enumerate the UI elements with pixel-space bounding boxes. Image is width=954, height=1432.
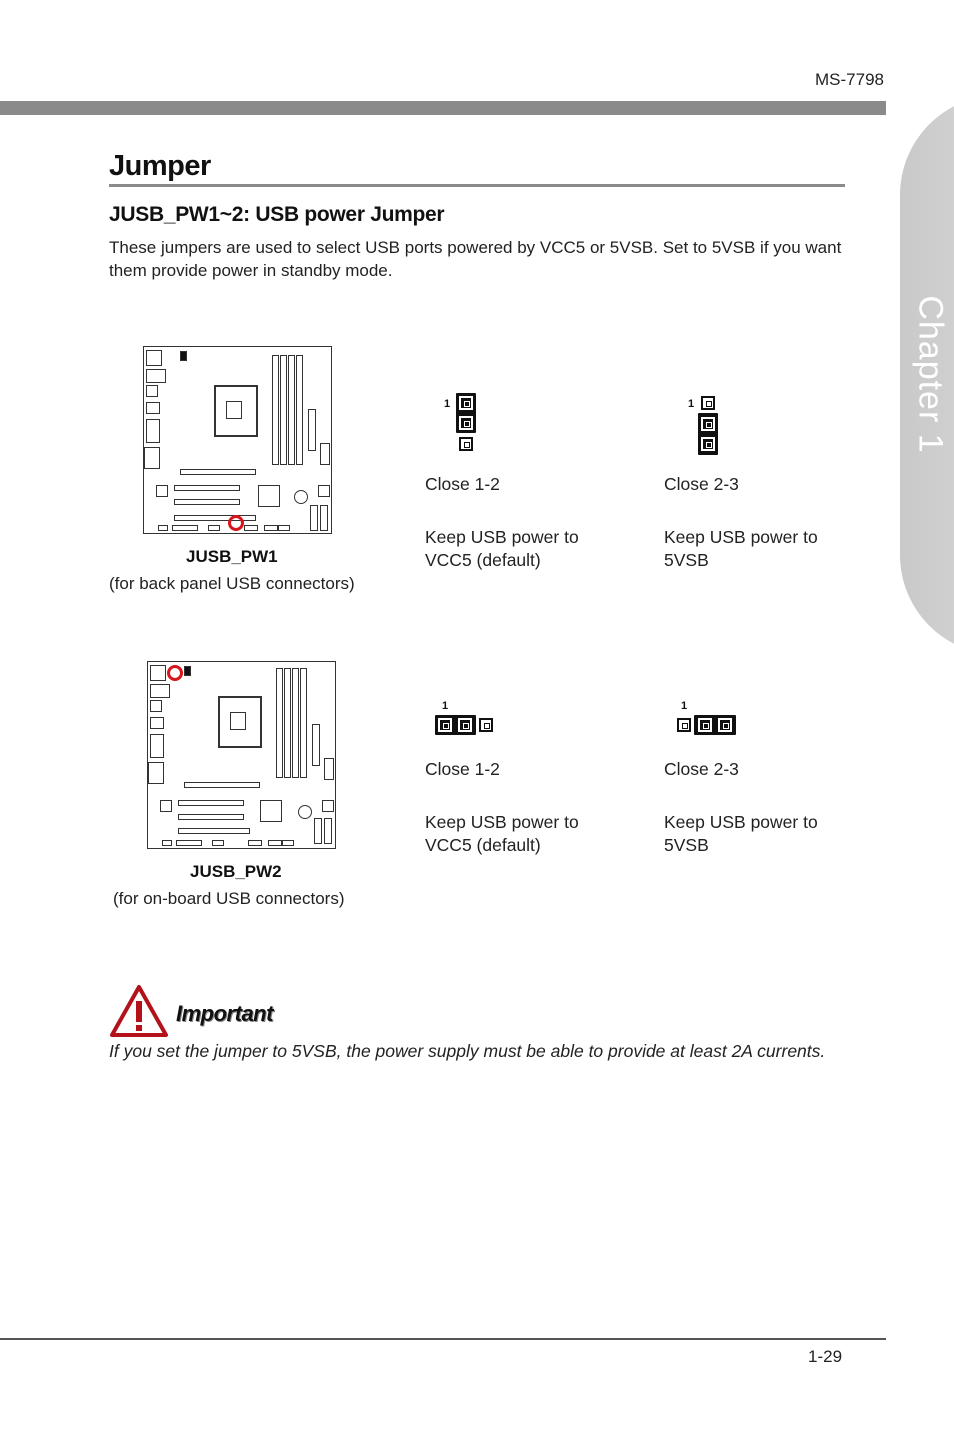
horizontal-jumper-close-2-3-icon xyxy=(674,715,736,735)
jumper-setting: Close 2-3 xyxy=(664,759,739,779)
important-title: Important xyxy=(176,1001,273,1026)
section-subtitle: JUSB_PW1~2: USB power Jumper xyxy=(109,203,445,226)
jumper-description: (for back panel USB connectors) xyxy=(109,574,355,593)
pin-one-label: 1 xyxy=(444,398,451,410)
warning-triangle-icon xyxy=(109,984,169,1038)
pin-one-label: 1 xyxy=(688,398,695,410)
jumper-effect: Keep USB power to VCC5 (default) xyxy=(425,812,579,855)
page-number: 1-29 xyxy=(808,1347,843,1366)
jumper-setting: Close 1-2 xyxy=(425,474,500,494)
pin-one-label: 1 xyxy=(681,700,688,712)
section-title: Jumper xyxy=(109,150,211,182)
section-title-rule xyxy=(109,184,845,187)
chapter-tab-label: Chapter 1 xyxy=(911,295,950,454)
jumper-effect: Keep USB power to 5VSB xyxy=(664,812,818,855)
footer-rule xyxy=(0,1338,886,1340)
vertical-jumper-close-2-3-icon xyxy=(698,393,718,455)
jusb-pw1-location-marker xyxy=(228,515,244,531)
motherboard-diagram-pw2 xyxy=(147,661,336,849)
jumper-setting: Close 1-2 xyxy=(425,759,500,779)
jumper-effect: Keep USB power to 5VSB xyxy=(664,527,818,570)
jumper-effect: Keep USB power to VCC5 (default) xyxy=(425,527,579,570)
jumper-setting: Close 2-3 xyxy=(664,474,739,494)
motherboard-diagram-pw1 xyxy=(143,346,332,534)
pin-one-label: 1 xyxy=(442,700,449,712)
important-text: If you set the jumper to 5VSB, the power supply must be able to provide at least 2A currents. xyxy=(109,1041,826,1061)
section-intro: These jumpers are used to select USB ports powered by VCC5 or 5VSB. Set to 5VSB if you want them provide power in standby mode. xyxy=(109,238,842,280)
jusb-pw2-location-marker xyxy=(167,665,183,681)
jumper-description: (for on-board USB connectors) xyxy=(113,889,345,908)
horizontal-jumper-close-1-2-icon xyxy=(435,715,497,735)
model-number: MS-7798 xyxy=(815,70,884,89)
vertical-jumper-close-1-2-icon xyxy=(456,393,476,455)
jumper-name: JUSB_PW1 xyxy=(186,547,278,566)
header-bar xyxy=(0,101,886,115)
jumper-name: JUSB_PW2 xyxy=(190,862,282,881)
